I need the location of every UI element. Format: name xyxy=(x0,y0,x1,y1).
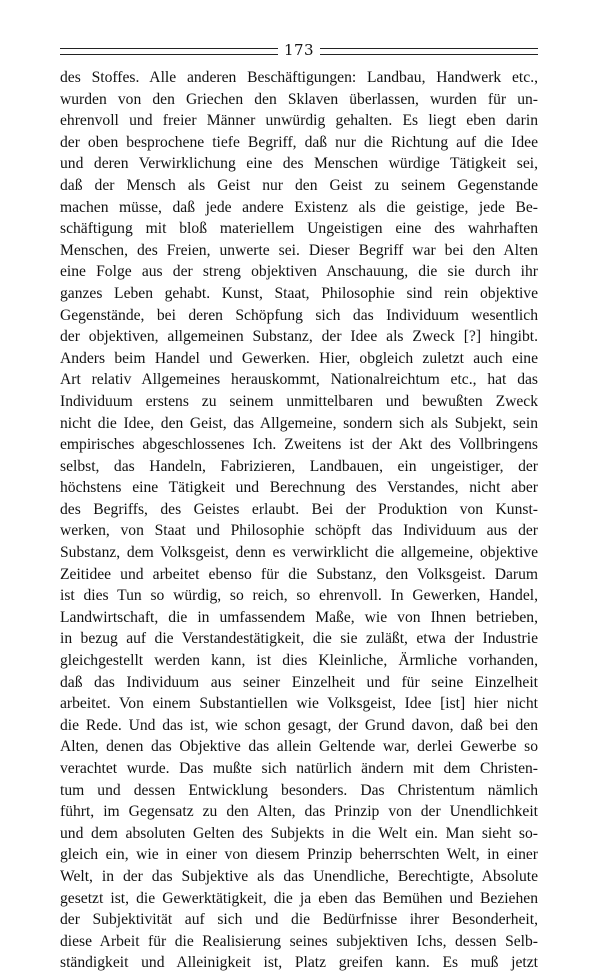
text-line: empirisches abgeschlossenes Ich. Zweitens ist der Akt des Vollbringens xyxy=(60,436,538,454)
text-line: und dem absoluten Gelten des Subjekts in die Welt ein. Man sieht so- xyxy=(60,824,538,842)
text-line: Zeitidee und arbeitet ebenso für die Substanz, den Volksgeist. Darum xyxy=(60,565,538,583)
header-rule-left xyxy=(60,48,278,55)
text-line: der Subjektivität auf sich und die Bedürfnisse ihrer Besonderheit, xyxy=(60,911,538,929)
text-line: daß der Mensch als Geist nur den Geist zu seinem Gegenstande xyxy=(60,176,538,194)
text-line: wurden von den Griechen den Sklaven überlassen, wurden für un- xyxy=(60,90,538,108)
text-line: die Rede. Und das ist, wie schon gesagt, der Grund davon, daß bei den xyxy=(60,716,538,734)
text-line: arbeitet. Von einem Substantiellen wie Volksgeist, Idee [ist] hier nicht xyxy=(60,695,538,713)
text-line: tum und dessen Entwicklung besonders. Das Christentum nämlich xyxy=(60,781,538,799)
text-line: selbst, das Handeln, Fabrizieren, Landbauen, ein ungeistiger, der xyxy=(60,457,538,475)
text-line: Gegenstände, bei deren Schöpfung sich das Individuum wesentlich xyxy=(60,306,538,324)
text-line: des Stoffes. Alle anderen Beschäftigungen: Landbau, Handwerk etc., xyxy=(60,69,538,86)
text-line: und deren Verwirklichung eine des Menschen würdige Tätigkeit sei, xyxy=(60,155,538,173)
body-text xyxy=(60,67,538,974)
text-line: führt, im Gegensatz zu den Alten, das Prinzip von der Unendlichkeit xyxy=(60,803,538,821)
text-line: Art relativ Allgemeines herauskommt, Nationalreichtum etc., hat das xyxy=(60,371,538,389)
text-line: der objektiven, allgemeinen Substanz, der Idee als Zweck [?] hingibt. xyxy=(60,328,538,346)
text-line: Alten, denen das Objektive das allein Geltende war, derlei Gewerbe so xyxy=(60,738,538,756)
text-line: gleich ein, wie in einer von diesem Prinzip beherrschten Welt, in einer xyxy=(60,846,538,864)
text-line: werken, von Staat und Philosophie schöpft das Individuum aus der xyxy=(60,522,538,540)
text-line: Menschen, des Freien, unwerte sei. Dieser Begriff war bei den Alten xyxy=(60,241,538,259)
text-line: höchstens eine Tätigkeit und Berechnung des Verstandes, nicht aber xyxy=(60,479,538,497)
text-line: der oben besprochene tiefe Begriff, daß nur die Richtung auf die Idee xyxy=(60,133,538,151)
text-line: eine Folge aus der streng objektiven Anschauung, die sie durch ihr xyxy=(60,263,538,281)
text-line: ständigkeit und Alleinigkeit ist, Platz greifen kann. Es muß jetzt xyxy=(60,954,538,972)
page-number: 173 xyxy=(283,41,315,59)
text-line: Individuum erstens zu seinem unmittelbaren und bewußten Zweck xyxy=(60,392,538,410)
text-line: ehrenvoll und freier Männer unwürdig gehalten. Es liegt eben darin xyxy=(60,112,538,130)
text-line: diese Arbeit für die Realisierung seines subjektiven Ichs, dessen Selb- xyxy=(60,932,538,950)
text-line: Anders beim Handel und Gewerken. Hier, obgleich zuletzt auch eine xyxy=(60,349,538,367)
page-header xyxy=(60,40,538,60)
text-line: des Begriffs, des Geistes erlaubt. Bei der Produktion von Kunst- xyxy=(60,500,538,518)
text-line: gleichgestellt werden kann, ist dies Kleinliche, Ärmliche vorhanden, xyxy=(60,652,538,670)
text-line: schäftigung mit bloß materiellem Ungeistigen eine des wahrhaften xyxy=(60,220,538,238)
text-line: Substanz, dem Volksgeist, denn es verwirklicht die allgemeine, objektive xyxy=(60,544,538,562)
text-line: in bezug auf die Verstandestätigkeit, die sie zuläßt, etwa der Industrie xyxy=(60,630,538,648)
text-line: machen müsse, daß jede andere Existenz als die geistige, jede Be- xyxy=(60,198,538,216)
text-line: verachtet wurde. Das mußte sich natürlich ändern mit dem Christen- xyxy=(60,760,538,777)
text-line: ist dies Tun so würdig, so reich, so ehrenvoll. In Gewerken, Handel, xyxy=(60,587,538,605)
text-line: daß das Individuum aus seiner Einzelheit und für seine Einzelheit xyxy=(60,673,538,691)
text-line: gesetzt ist, die Gewerktätigkeit, die ja eben das Bemühen und Beziehen xyxy=(60,889,538,907)
text-line: Landwirtschaft, die in umfassendem Maße, wie von Ihnen betrieben, xyxy=(60,608,538,626)
header-rule-right xyxy=(320,48,538,55)
text-line: nicht die Idee, den Geist, das Allgemeine, sondern sich als Subjekt, sein xyxy=(60,414,538,432)
text-line: Welt, in der das Subjektive als das Unendliche, Berechtigte, Absolute xyxy=(60,867,538,885)
text-line: ganzes Leben gehabt. Kunst, Staat, Philosophie sind rein objektive xyxy=(60,284,538,302)
